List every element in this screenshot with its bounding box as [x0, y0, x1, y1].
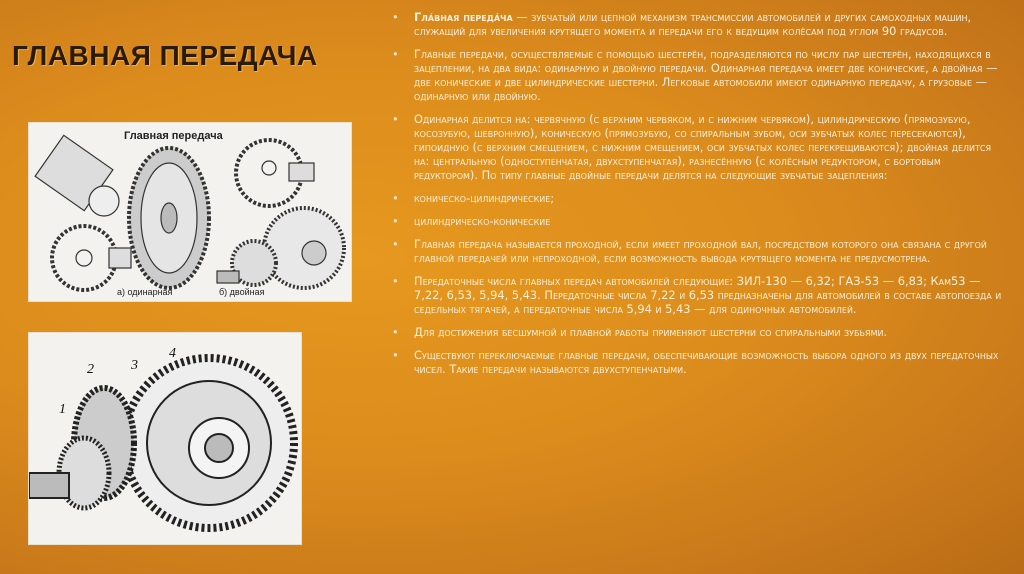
double-gear-section-icon: [236, 140, 314, 206]
bullet-types: • Главные передачи, осуществляемые с помощью шестерён, подразделяются по числу пар шестерён, находящихся в зацеплении, на два вида: одинарную и двойную передачи. Одинарная передача имеет две конические, а двойная — две конические и две цилиндрические шестерни. Легковые автомобили имеют одинарную передачу, а грузовые — одинарную или двойную.: [392, 47, 1002, 103]
slide-title: ГЛАВНАЯ ПЕРЕДАЧА: [12, 40, 318, 71]
label-double: б) двойная: [219, 287, 265, 297]
label-single: а) одинарная: [117, 287, 173, 297]
definition-text: — зубчатый или цепной механизм трансмиссии автомобилей и других самоходных машин, служащий для увеличения крутящего момента и передачи его к ведущим колёсам под углом 90 градусов.: [414, 10, 972, 38]
bullet-cylindrical-conical: • цилиндрическо-конические: [392, 214, 1002, 228]
gear-assembly-drawing: [29, 333, 301, 544]
double-gear-assembly-icon: [217, 208, 344, 288]
pinion-gear-icon: [35, 135, 119, 216]
bullet-through-drive: • Главная передача называется проходной, если имеет проходной вал, посредством которого она связана с другой главной передачей или непроходной, если возможность вывода крутящего момента не предусмотрена.: [392, 237, 1002, 265]
bullet-gear-ratios: • Передаточные числа главных передач автомобилей следующие: ЗИЛ-130 — 6,32; ГАЗ-53 — 6,83; Кам53 — 7,22, 6,53, 5,94, 5,43. Передаточные числа 7,22 и 6,53 предназначены для автомобилей в составе автопоезда и седельных тягачей, а передаточные числа 5,94 и 5,43 — для одиночных автомобилей.: [392, 274, 1002, 316]
bullet-classification: • Одинарная делится на: червячную (с верхним червяком, и с нижним червяком), цилиндрическую (прямозубую, косозубую, шевронную), коническую (прямозубую, со спиральным зубом, оси зубчатых колес пересекаются), гипоидную (с верхним смещением, с нижним смещением, оси зубчатых колес перекрещиваются); двойная делится на: центральную (одноступенчатая, двухступенчатая), разнесённую (с колёсным редуктором, с бортовым редуктором). По типу главные двойные передачи делятся на следующие зубчатые зацепления:: [392, 112, 1002, 182]
slide-body: [392, 10, 1002, 385]
bullet-definition: [392, 10, 1002, 38]
part-label-4: 4: [169, 346, 176, 361]
main-gear-diagram-image: [28, 122, 352, 302]
bullet-spiral-teeth: • Для достижения бесшумной и плавной работы применяют шестерни со спиральными зубьями.: [392, 325, 1002, 339]
part-label-3: 3: [131, 358, 138, 373]
part-label-2: 2: [87, 362, 94, 377]
gear-diagram-drawing: [29, 123, 351, 301]
gear-assembly-image: [28, 332, 302, 545]
bullet-conical-cylindrical: • коническо-цилиндрические;: [392, 191, 1002, 205]
single-gear-section-icon: [52, 226, 131, 290]
definition-term: Гла́вная переда́ча: [414, 10, 513, 24]
shaft-icon: [29, 473, 69, 498]
part-label-1: 1: [59, 402, 66, 417]
bullet-two-speed: • Существуют переключаемые главные передачи, обеспечивающие возможность выбора одного из двух передаточных чисел. Такие передачи называются двухступенчатыми.: [392, 348, 1002, 376]
ring-gear-icon: [129, 148, 209, 288]
figure-caption: Главная передача: [124, 130, 223, 142]
